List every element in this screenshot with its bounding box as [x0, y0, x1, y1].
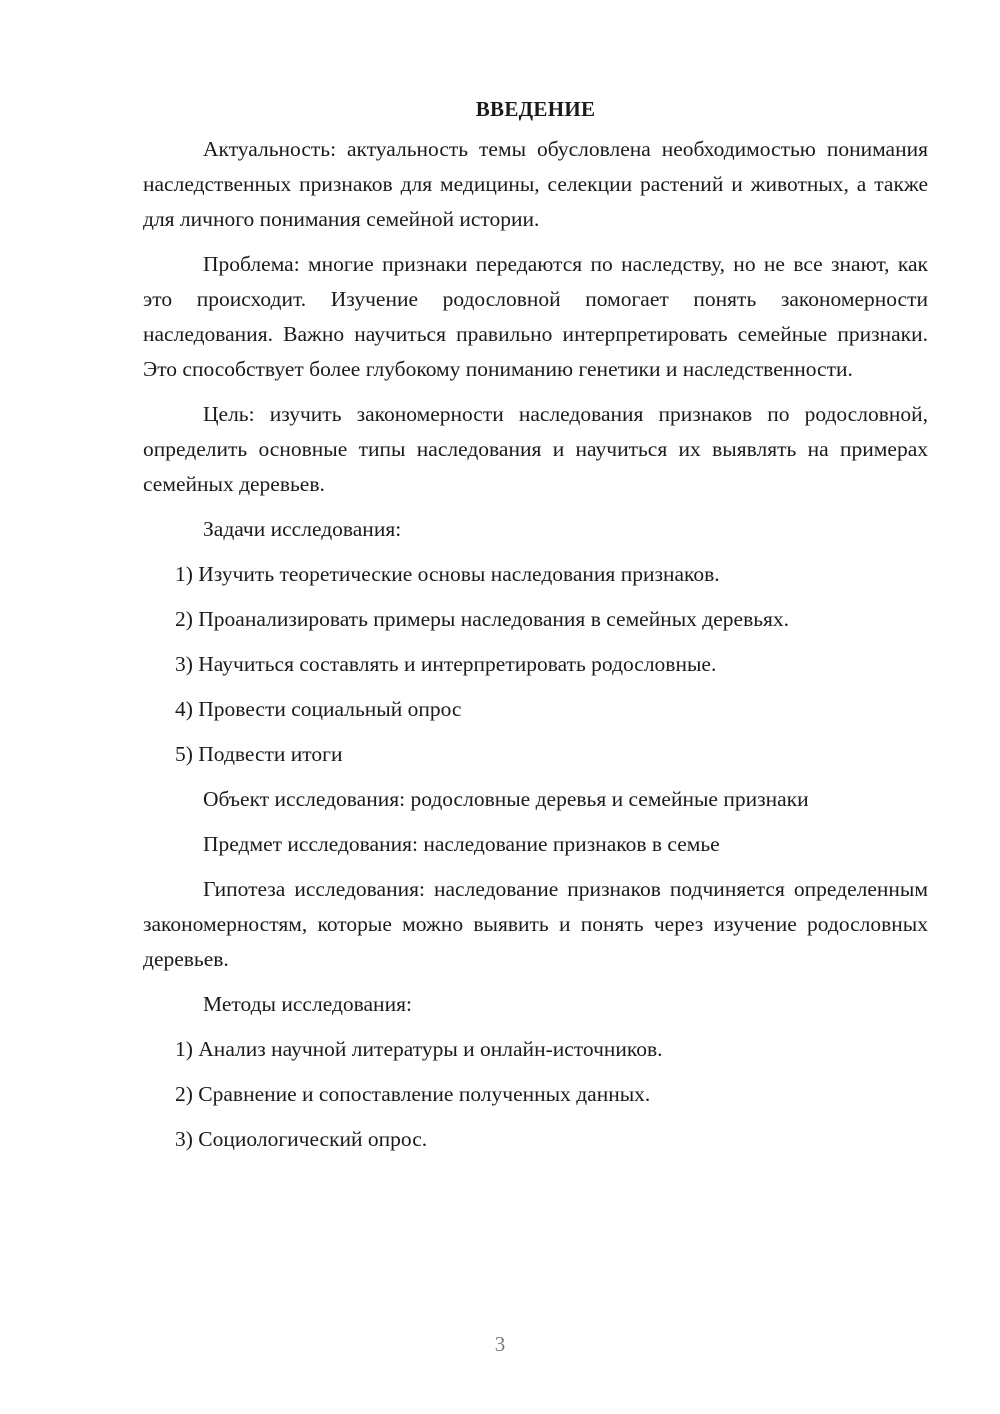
hypothesis-paragraph: Гипотеза исследования: наследование признаков подчиняется определенным закономерностям, которые можно выявить и понять через изучение родословных деревьев.	[143, 877, 928, 971]
relevance-paragraph: Актуальность: актуальность темы обусловлена необходимостью понимания наследственных признаков для медицины, селекции растений и животных, а также для личного понимания семейной истории.	[143, 137, 928, 231]
task-item: 3) Научиться составлять и интерпретировать родословные.	[175, 652, 717, 676]
research-subject: Предмет исследования: наследование признаков в семье	[203, 832, 720, 856]
task-item: 5) Подвести итоги	[175, 742, 343, 766]
task-item: 2) Проанализировать примеры наследования в семейных деревьях.	[175, 607, 790, 631]
task-item: 1) Изучить теоретические основы наследования признаков.	[175, 562, 720, 586]
problem-paragraph: Проблема: многие признаки передаются по наследству, но не все знают, как это происходит. Изучение родословной помогает понять закономерности наследования. Важно научиться правильно интерпретировать семейные признаки. Это способствует более глубокому пониманию генетики и наследственности.	[143, 252, 928, 381]
page-number: 3	[494, 1332, 506, 1356]
methods-heading: Методы исследования:	[203, 992, 412, 1016]
goal-paragraph: Цель: изучить закономерности наследования признаков по родословной, определить основные типы наследования и научиться их выявлять на примерах семейных деревьев.	[143, 402, 928, 496]
method-item: 3) Социологический опрос.	[175, 1127, 428, 1151]
method-item: 2) Сравнение и сопоставление полученных данных.	[175, 1082, 651, 1106]
tasks-heading: Задачи исследования:	[203, 517, 402, 541]
document-page	[143, 92, 928, 1167]
research-object: Объект исследования: родословные деревья и семейные признаки	[203, 787, 809, 811]
task-item: 4) Провести социальный опрос	[175, 697, 462, 721]
method-item: 1) Анализ научной литературы и онлайн-источников.	[175, 1037, 663, 1061]
page-title: ВВЕДЕНИЕ	[475, 97, 596, 121]
